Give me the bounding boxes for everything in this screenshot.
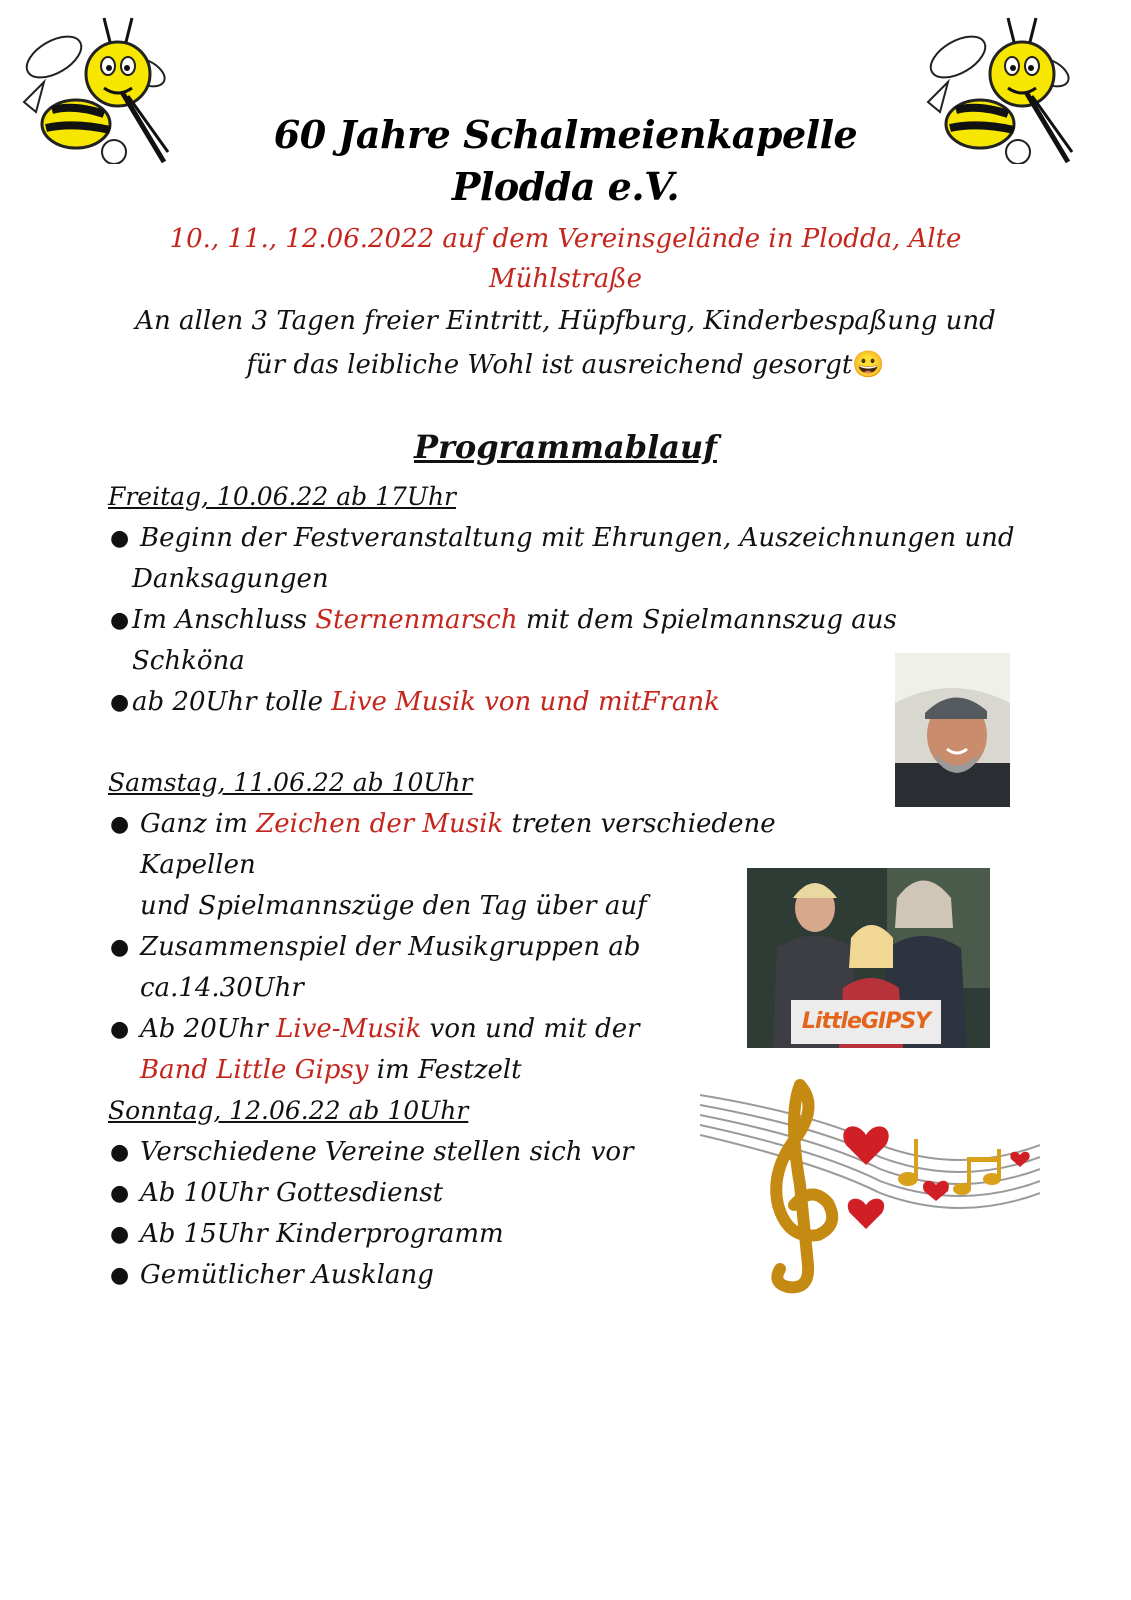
list-item-text: Beginn der Festveranstaltung mit Ehrungen, Auszeichnungen und bbox=[140, 523, 1015, 553]
bullet-icon: ● bbox=[110, 526, 130, 551]
list-item bbox=[108, 1132, 708, 1173]
list-item-highlight: Zeichen der Musik bbox=[256, 809, 504, 839]
bullet-icon: ● bbox=[110, 1017, 130, 1042]
list-item bbox=[108, 518, 1028, 600]
info-line1: An allen 3 Tagen freier Eintritt, Hüpfburg, Kinderbespaßung und bbox=[135, 306, 996, 336]
list-item-text: von und mit der bbox=[421, 1014, 640, 1044]
bullet-icon: ● bbox=[110, 812, 130, 837]
treble-clef-icon bbox=[776, 1085, 832, 1287]
list-item-text: Ab 10Uhr Gottesdienst bbox=[140, 1178, 444, 1208]
list-item-text: Gemütlicher Ausklang bbox=[140, 1260, 434, 1290]
bullet-icon: ● bbox=[110, 1263, 130, 1288]
bullet-icon: ● bbox=[110, 608, 130, 633]
sunday-heading: Sonntag, 12.06.22 ab 10Uhr bbox=[108, 1096, 469, 1125]
bullet-icon: ● bbox=[110, 1181, 130, 1206]
bullet-icon: ● bbox=[110, 1140, 130, 1165]
list-item-highlight: Band Little Gipsy bbox=[140, 1055, 369, 1085]
date-location-line2: Mühlstraße bbox=[489, 264, 642, 294]
list-item bbox=[108, 682, 1028, 723]
band-photo bbox=[747, 868, 990, 1048]
list-item-text: Ab 15Uhr Kinderprogramm bbox=[140, 1219, 504, 1249]
list-item-text: ca.14.30Uhr bbox=[140, 973, 304, 1003]
info-line2-text: für das leibliche Wohl ist ausreichend gesorgt bbox=[246, 350, 853, 380]
list-item bbox=[108, 1173, 708, 1214]
date-location-line1: 10., 11., 12.06.2022 auf dem Vereinsgelände in Plodda, Alte bbox=[169, 224, 962, 254]
frank-photo bbox=[895, 653, 1010, 807]
list-item-text: Ganz im bbox=[140, 809, 257, 839]
bullet-icon: ● bbox=[110, 690, 130, 715]
list-item bbox=[108, 1255, 708, 1296]
list-item-text: Zusammenspiel der Musikgruppen ab bbox=[140, 932, 641, 962]
list-item-text: Verschiedene Vereine stellen sich vor bbox=[140, 1137, 634, 1167]
list-item-highlight: Live Musik von und mitFrank bbox=[331, 687, 720, 717]
band-logo: LittleGIPSY bbox=[791, 1000, 941, 1044]
list-item bbox=[108, 600, 1028, 682]
bullet-icon: ● bbox=[110, 1222, 130, 1247]
smiley-icon: 😀 bbox=[852, 350, 885, 380]
program-heading: Programmablauf bbox=[414, 428, 717, 466]
list-item-text: Ab 20Uhr bbox=[140, 1014, 277, 1044]
list-item-text: mit dem Spielmannszug aus bbox=[517, 605, 897, 635]
friday-heading: Freitag, 10.06.22 ab 17Uhr bbox=[108, 482, 456, 511]
list-item-text: treten verschiedene Kapellen bbox=[140, 809, 776, 880]
page-title-line1: 60 Jahre Schalmeienkapelle bbox=[273, 112, 858, 157]
list-item-text: ab 20Uhr tolle bbox=[132, 687, 332, 717]
list-item-text: im Festzelt bbox=[368, 1055, 522, 1085]
list-item-text: und Spielmannszüge den Tag über auf bbox=[140, 891, 647, 921]
saturday-heading: Samstag, 11.06.22 ab 10Uhr bbox=[108, 768, 473, 797]
list-item-text: Im Anschluss bbox=[132, 605, 316, 635]
list-item-text: Danksagungen bbox=[132, 564, 329, 594]
page-title-line2: Plodda e.V. bbox=[451, 164, 680, 209]
sunday-list bbox=[108, 1132, 708, 1296]
list-item bbox=[108, 1214, 708, 1255]
music-illustration bbox=[700, 1075, 1040, 1300]
list-item-text: Schköna bbox=[132, 646, 245, 676]
list-item-highlight: Sternenmarsch bbox=[315, 605, 518, 635]
friday-list bbox=[108, 518, 1028, 723]
bullet-icon: ● bbox=[110, 935, 130, 960]
list-item-highlight: Live-Musik bbox=[276, 1014, 422, 1044]
info-line2 bbox=[0, 350, 1131, 380]
